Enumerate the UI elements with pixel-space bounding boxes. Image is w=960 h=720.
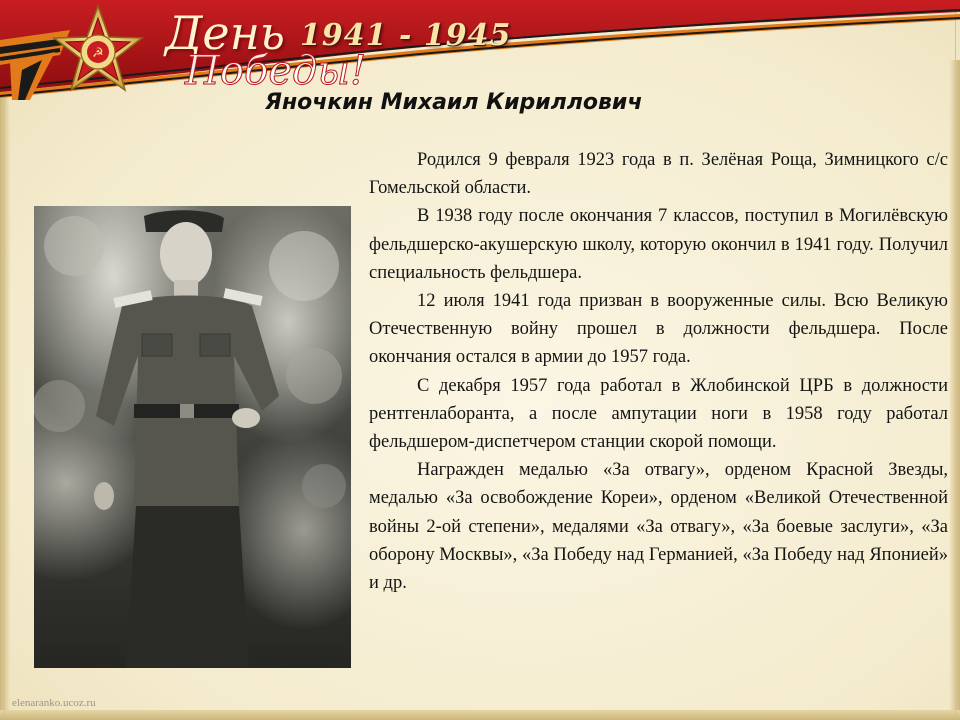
banner-title-line1: День <box>165 6 285 60</box>
soldier-silhouette-icon <box>34 206 351 668</box>
header-banner <box>0 0 960 100</box>
person-name: Яночкин Михаил Кириллович <box>265 90 643 115</box>
biography-text <box>369 146 948 597</box>
bio-paragraph-education: В 1938 году после окончания 7 классов, поступил в Могилёвскую фельдшерско-акушерскую школу, которую окончил в 1941 году. Получил специальность фельдшера. <box>369 206 948 283</box>
bio-paragraph-awards: Награжден медалью «За отвагу», орденом Красной Звезды, медалью «За освобождение Кореи», орденом «Великой Отечественной войны 2-ой степени», медалями «За отвагу», «За боевые заслуги», «За оборону Москвы», «За Победу над Германией, «За Победу над Японией» и др. <box>369 460 948 594</box>
portrait-photo <box>34 206 351 668</box>
bio-paragraph-service: 12 июля 1941 года призван в вооруженные силы. Всю Великую Отечественную войну прошел в должности фельдшера. После окончания остался в армии до 1957 года. <box>369 291 948 368</box>
svg-text:☭: ☭ <box>92 46 104 61</box>
bio-paragraph-birth: Родился 9 февраля 1923 года в п. Зелёная Роща, Зимницкого с/с Гомельской области. <box>369 150 948 199</box>
watermark: elenaranko.ucoz.ru <box>12 697 96 709</box>
frame-left-border <box>0 60 10 720</box>
banner-title-line2: Победы! <box>185 48 367 94</box>
banner-years: 1941 - 1945 <box>300 18 512 53</box>
frame-bottom-border <box>0 710 960 720</box>
bio-paragraph-career: С декабря 1957 года работал в Жлобинской ЦРБ в должности рентгенлаборанта, а после ампутации ноги в 1958 году работал фельдшером-диспетчером станции скорой помощи. <box>369 375 948 453</box>
frame-right-border <box>950 60 960 720</box>
